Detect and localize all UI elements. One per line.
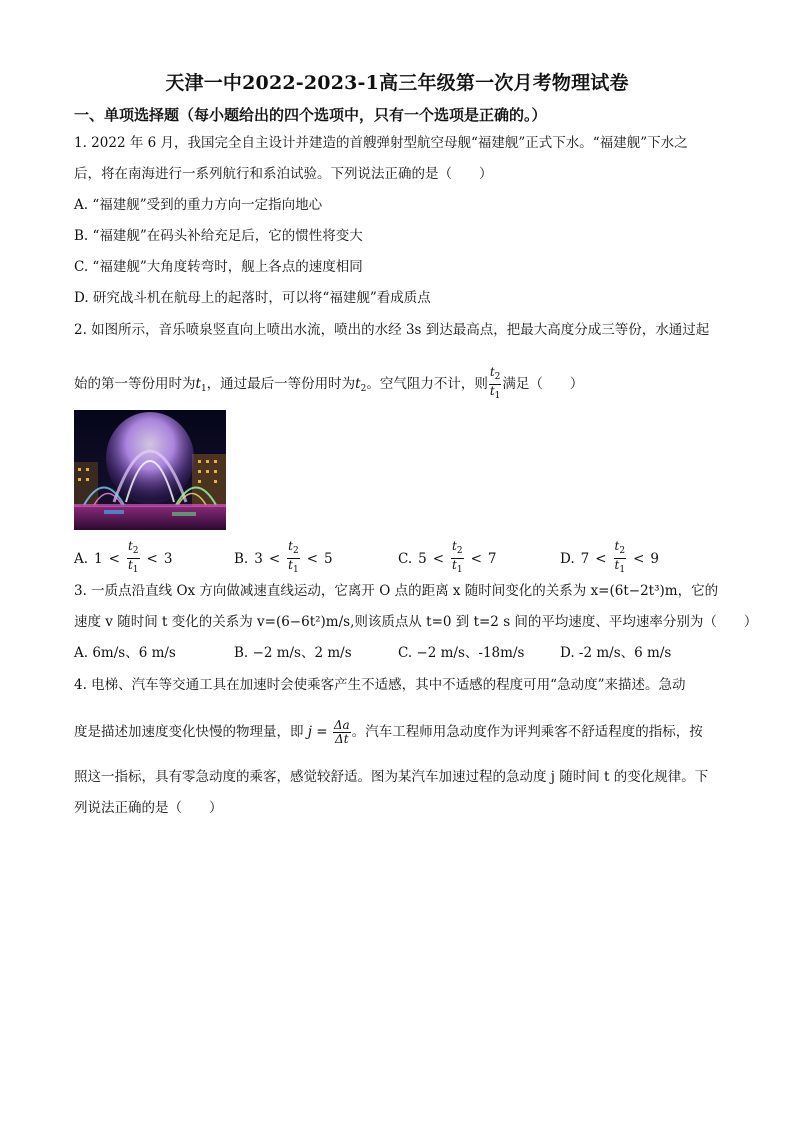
ratio-t2-t1 bbox=[451, 540, 464, 577]
subscript-2: 2 bbox=[494, 372, 501, 382]
subscript-1: 1 bbox=[494, 391, 501, 401]
ratio-t2-t1 bbox=[287, 540, 300, 577]
q3-option-d: D. -2 m/s、6 m/s bbox=[560, 645, 672, 661]
var-t: t bbox=[614, 558, 620, 572]
q2-options bbox=[74, 539, 722, 575]
option-letter: D. bbox=[560, 550, 575, 567]
subscript-2: 2 bbox=[360, 384, 367, 394]
q2-text-part: 。空气阻力不计，则 bbox=[366, 376, 488, 392]
var-t: t bbox=[127, 558, 133, 572]
var-t: t bbox=[127, 539, 133, 553]
q3-option-a: A. 6m/s、6 m/s bbox=[74, 645, 176, 661]
subscript-2: 2 bbox=[456, 546, 463, 556]
var-t: t bbox=[288, 539, 293, 553]
option-high: 7 bbox=[487, 550, 497, 567]
q2-text-part: ，通过最后一等份用时为 bbox=[206, 376, 356, 392]
subscript-2: 2 bbox=[132, 546, 139, 556]
q1-option-c: C. “福建舰”大角度转弯时，舰上各点的速度相同 bbox=[74, 259, 363, 275]
q1-option-b: B. “福建舰”在码头补给充足后，它的惯性将变大 bbox=[74, 228, 363, 244]
q2-option-b: B. 3 < $\frac{t_2}{t_1}$ < 5 bbox=[234, 539, 333, 575]
option-letter: B. bbox=[234, 550, 249, 567]
jerk-symbol: j = bbox=[307, 724, 328, 740]
section-heading: 一、单项选择题（每小题给出的四个选项中，只有一个选项是正确的。） bbox=[74, 106, 547, 124]
var-t: t bbox=[614, 539, 620, 553]
option-letter: A. bbox=[74, 550, 89, 567]
q4-stem-line4: 列说法正确的是（ ） bbox=[74, 800, 223, 816]
fountain-photo bbox=[74, 410, 226, 530]
jerk-fraction bbox=[333, 719, 351, 746]
q2-text-part: 满足（ ） bbox=[502, 376, 584, 392]
var-t: t bbox=[288, 558, 293, 572]
q4-text-part: 度是描述加速度变化快慢的物理量，即 bbox=[74, 724, 304, 740]
subscript-2: 2 bbox=[292, 546, 299, 556]
subscript-1: 1 bbox=[456, 565, 463, 575]
q2-option-c: C. 5 < $\frac{t_2}{t_1}$ < 7 bbox=[398, 539, 497, 575]
var-t: t bbox=[489, 384, 495, 398]
option-low: 3 bbox=[254, 550, 263, 567]
subscript-1: 1 bbox=[292, 565, 299, 575]
ratio-t2-t1 bbox=[614, 540, 627, 577]
fountain-image bbox=[74, 410, 226, 530]
subscript-2: 2 bbox=[619, 546, 626, 556]
option-high: 9 bbox=[650, 550, 660, 567]
q2-text-part: 始的第一等份用时为 bbox=[74, 376, 196, 392]
q1-stem-line1: 1. 2022 年 6 月，我国完全自主设计并建造的首艘弹射型航空母舰“福建舰”正式下水。“福建舰”下水之 bbox=[74, 135, 688, 151]
q4-stem-line1: 4. 电梯、汽车等交通工具在加速时会使乘客产生不适感，其中不适感的程度可用“急动度”来描述。急动 bbox=[74, 677, 686, 693]
q3-stem-line2: 速度 v 随时间 t 变化的关系为 v=(6−6t²)m/s,则该质点从 t=0 到 t=2 s 间的平均速度、平均速率分别为（ ） bbox=[74, 614, 758, 630]
option-low: 7 bbox=[580, 550, 590, 567]
exam-title: 天津一中2022-2023-1高三年级第一次月考物理试卷 bbox=[165, 72, 629, 94]
option-low: 1 bbox=[94, 550, 103, 567]
option-low: 5 bbox=[418, 550, 427, 567]
option-high: 3 bbox=[163, 550, 173, 567]
ratio-t2-t1 bbox=[489, 366, 502, 403]
q1-stem-line2: 后，将在南海进行一系列航行和系泊试验。下列说法正确的是（ ） bbox=[74, 166, 493, 182]
fraction-numerator: Δa bbox=[333, 718, 350, 732]
q1-option-a: A. “福建舰”受到的重力方向一定指向地心 bbox=[74, 197, 323, 213]
q4-stem-line3: 照这一指标，具有零急动度的乘客，感觉较舒适。图为某汽车加速过程的急动度 j 随时间 t 的变化规律。下 bbox=[74, 769, 709, 785]
q4-stem-line2 bbox=[74, 719, 722, 746]
fraction-denominator: Δt bbox=[335, 732, 349, 746]
var-t: t bbox=[489, 365, 495, 379]
q2-stem-line1: 2. 如图所示，音乐喷泉竖直向上喷出水流，喷出的水经 3s 到达最高点，把最大高度分成三等份，水通过起 bbox=[74, 322, 710, 338]
subscript-1: 1 bbox=[132, 565, 139, 575]
subscript-1: 1 bbox=[200, 384, 207, 394]
var-t: t bbox=[195, 376, 201, 392]
subscript-1: 1 bbox=[619, 565, 626, 575]
q3-option-c: C. −2 m/s、-18m/s bbox=[398, 645, 525, 661]
q3-option-b: B. −2 m/s、2 m/s bbox=[234, 645, 352, 661]
var-t: t bbox=[355, 376, 361, 392]
option-high: 5 bbox=[324, 550, 333, 567]
var-t: t bbox=[452, 539, 457, 553]
q3-stem-line1: 3. 一质点沿直线 Ox 方向做减速直线运动，它离开 O 点的距离 x 随时间变化的关系为 x=(6t−2t³)m，它的 bbox=[74, 583, 719, 599]
var-t: t bbox=[452, 558, 457, 572]
q2-option-d: D. 7 < $\frac{t_2}{t_1}$ < 9 bbox=[560, 539, 660, 575]
q4-text-part: 。汽车工程师用急动度作为评判乘客不舒适程度的指标，按 bbox=[351, 724, 703, 740]
q2-stem-line2 bbox=[74, 366, 722, 403]
option-letter: C. bbox=[398, 550, 413, 567]
q1-option-d: D. 研究战斗机在航母上的起落时，可以将“福建舰”看成质点 bbox=[74, 290, 431, 306]
q2-option-a: A. 1 < $\frac{t_2}{t_1}$ < 3 bbox=[74, 539, 173, 575]
ratio-t2-t1 bbox=[127, 540, 140, 577]
